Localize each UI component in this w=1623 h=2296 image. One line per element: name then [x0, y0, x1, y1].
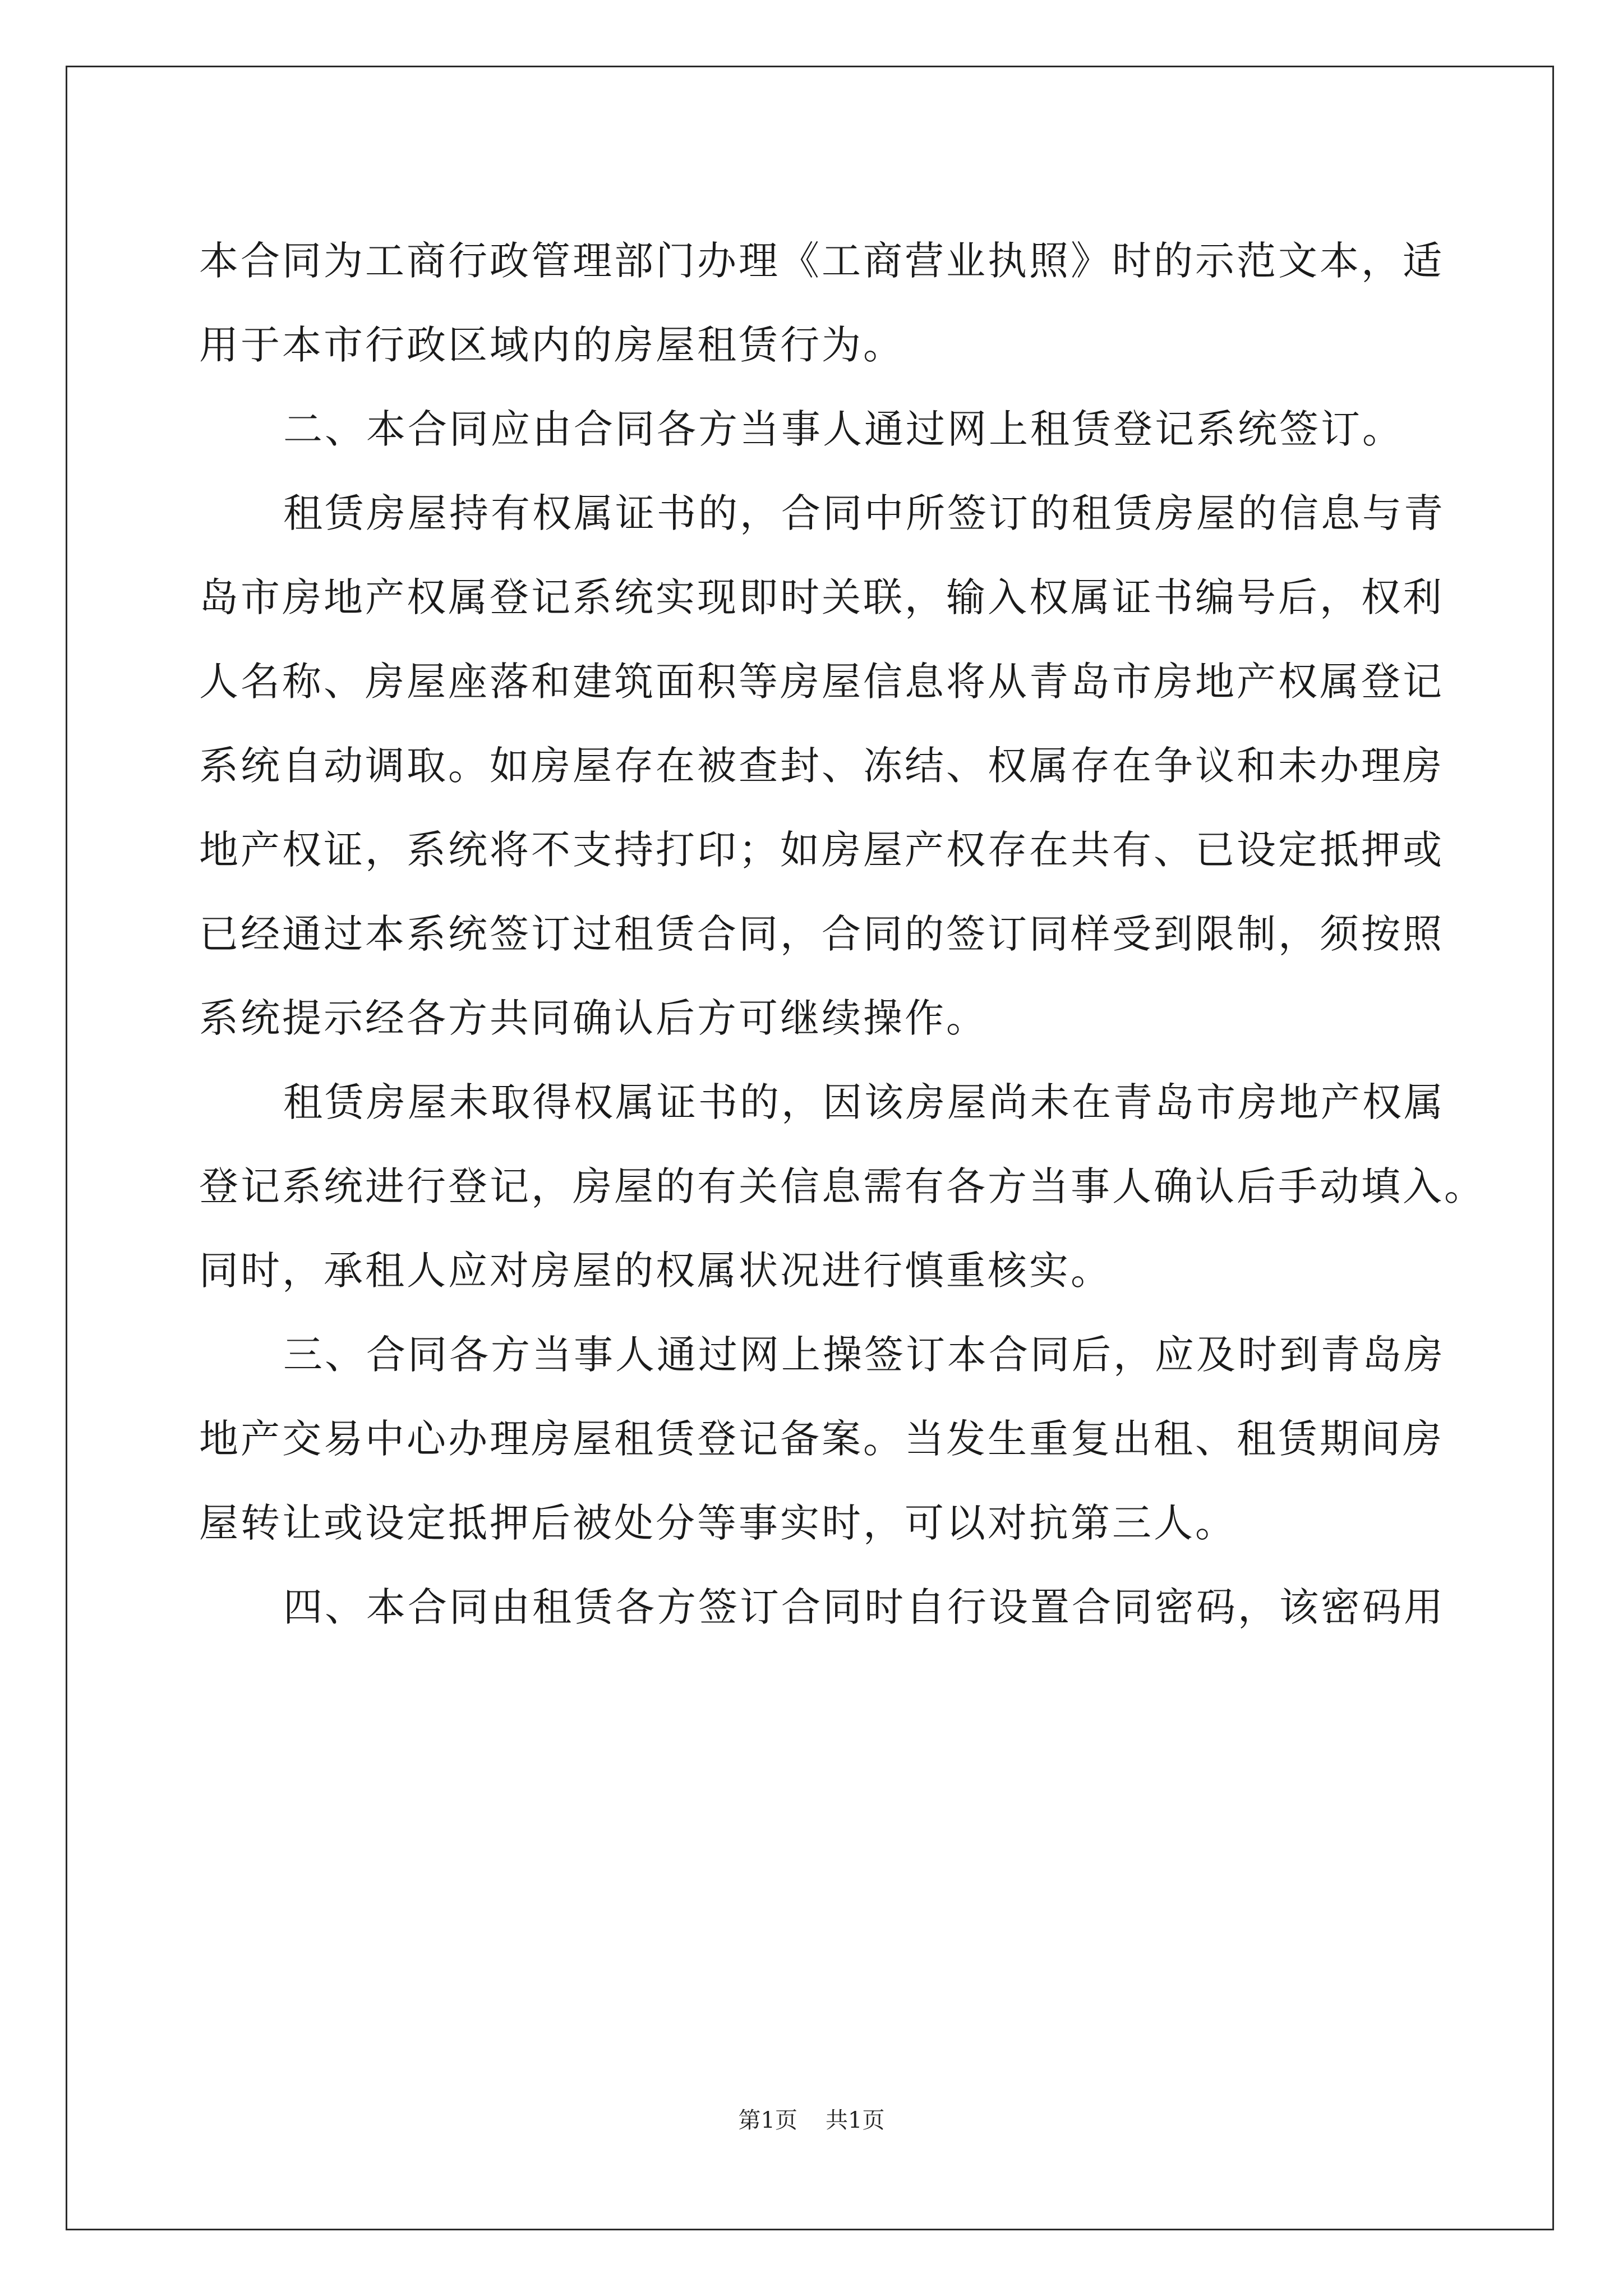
text-line-7: 系统自动调取。如房屋存在被查封、冻结、权属存在争议和未办理房 — [199, 743, 1444, 789]
page-footer — [0, 2104, 1623, 2137]
text-line-11: 租赁房屋未取得权属证书的，因该房屋尚未在青岛市房地产权属 — [283, 1079, 1445, 1125]
text-line-5: 岛市房地产权属登记系统实现即时关联，输入权属证书编号后，权利 — [199, 574, 1444, 620]
text-line-13: 同时，承租人应对房屋的权属状况进行慎重核实。 — [199, 1248, 1112, 1294]
text-line-15: 地产交易中心办理房屋租赁登记备案。当发生重复出租、租赁期间房 — [199, 1416, 1444, 1462]
text-line-14: 三、合同各方当事人通过网上操签订本合同后，应及时到青岛房 — [283, 1332, 1445, 1378]
text-line-6: 人名称、房屋座落和建筑面积等房屋信息将从青岛市房地产权属登记 — [199, 659, 1444, 705]
text-line-12: 登记系统进行登记，房屋的有关信息需有各方当事人确认后手动填入。 — [199, 1163, 1486, 1209]
page-number-current: 第1页 — [738, 2108, 797, 2133]
text-line-2: 用于本市行政区域内的房屋租赁行为。 — [199, 322, 905, 368]
text-line-16: 屋转让或设定抵押后被处分等事实时，可以对抗第三人。 — [199, 1500, 1237, 1546]
text-line-17: 四、本合同由租赁各方签订合同时自行设置合同密码，该密码用 — [283, 1584, 1445, 1630]
text-line-9: 已经通过本系统签订过租赁合同，合同的签订同样受到限制，须按照 — [199, 911, 1444, 957]
text-line-10: 系统提示经各方共同确认后方可继续操作。 — [199, 995, 988, 1041]
page-number-total: 共1页 — [826, 2108, 885, 2133]
text-line-3: 二、本合同应由合同各方当事人通过网上租赁登记系统签订。 — [283, 406, 1404, 452]
document-body — [199, 219, 1486, 1649]
text-line-1: 本合同为工商行政管理部门办理《工商营业执照》时的示范文本，适 — [199, 238, 1444, 284]
text-line-8: 地产权证，系统将不支持打印；如房屋产权存在共有、已设定抵押或 — [199, 827, 1444, 873]
text-line-4: 租赁房屋持有权属证书的，合同中所签订的租赁房屋的信息与青 — [283, 490, 1445, 536]
